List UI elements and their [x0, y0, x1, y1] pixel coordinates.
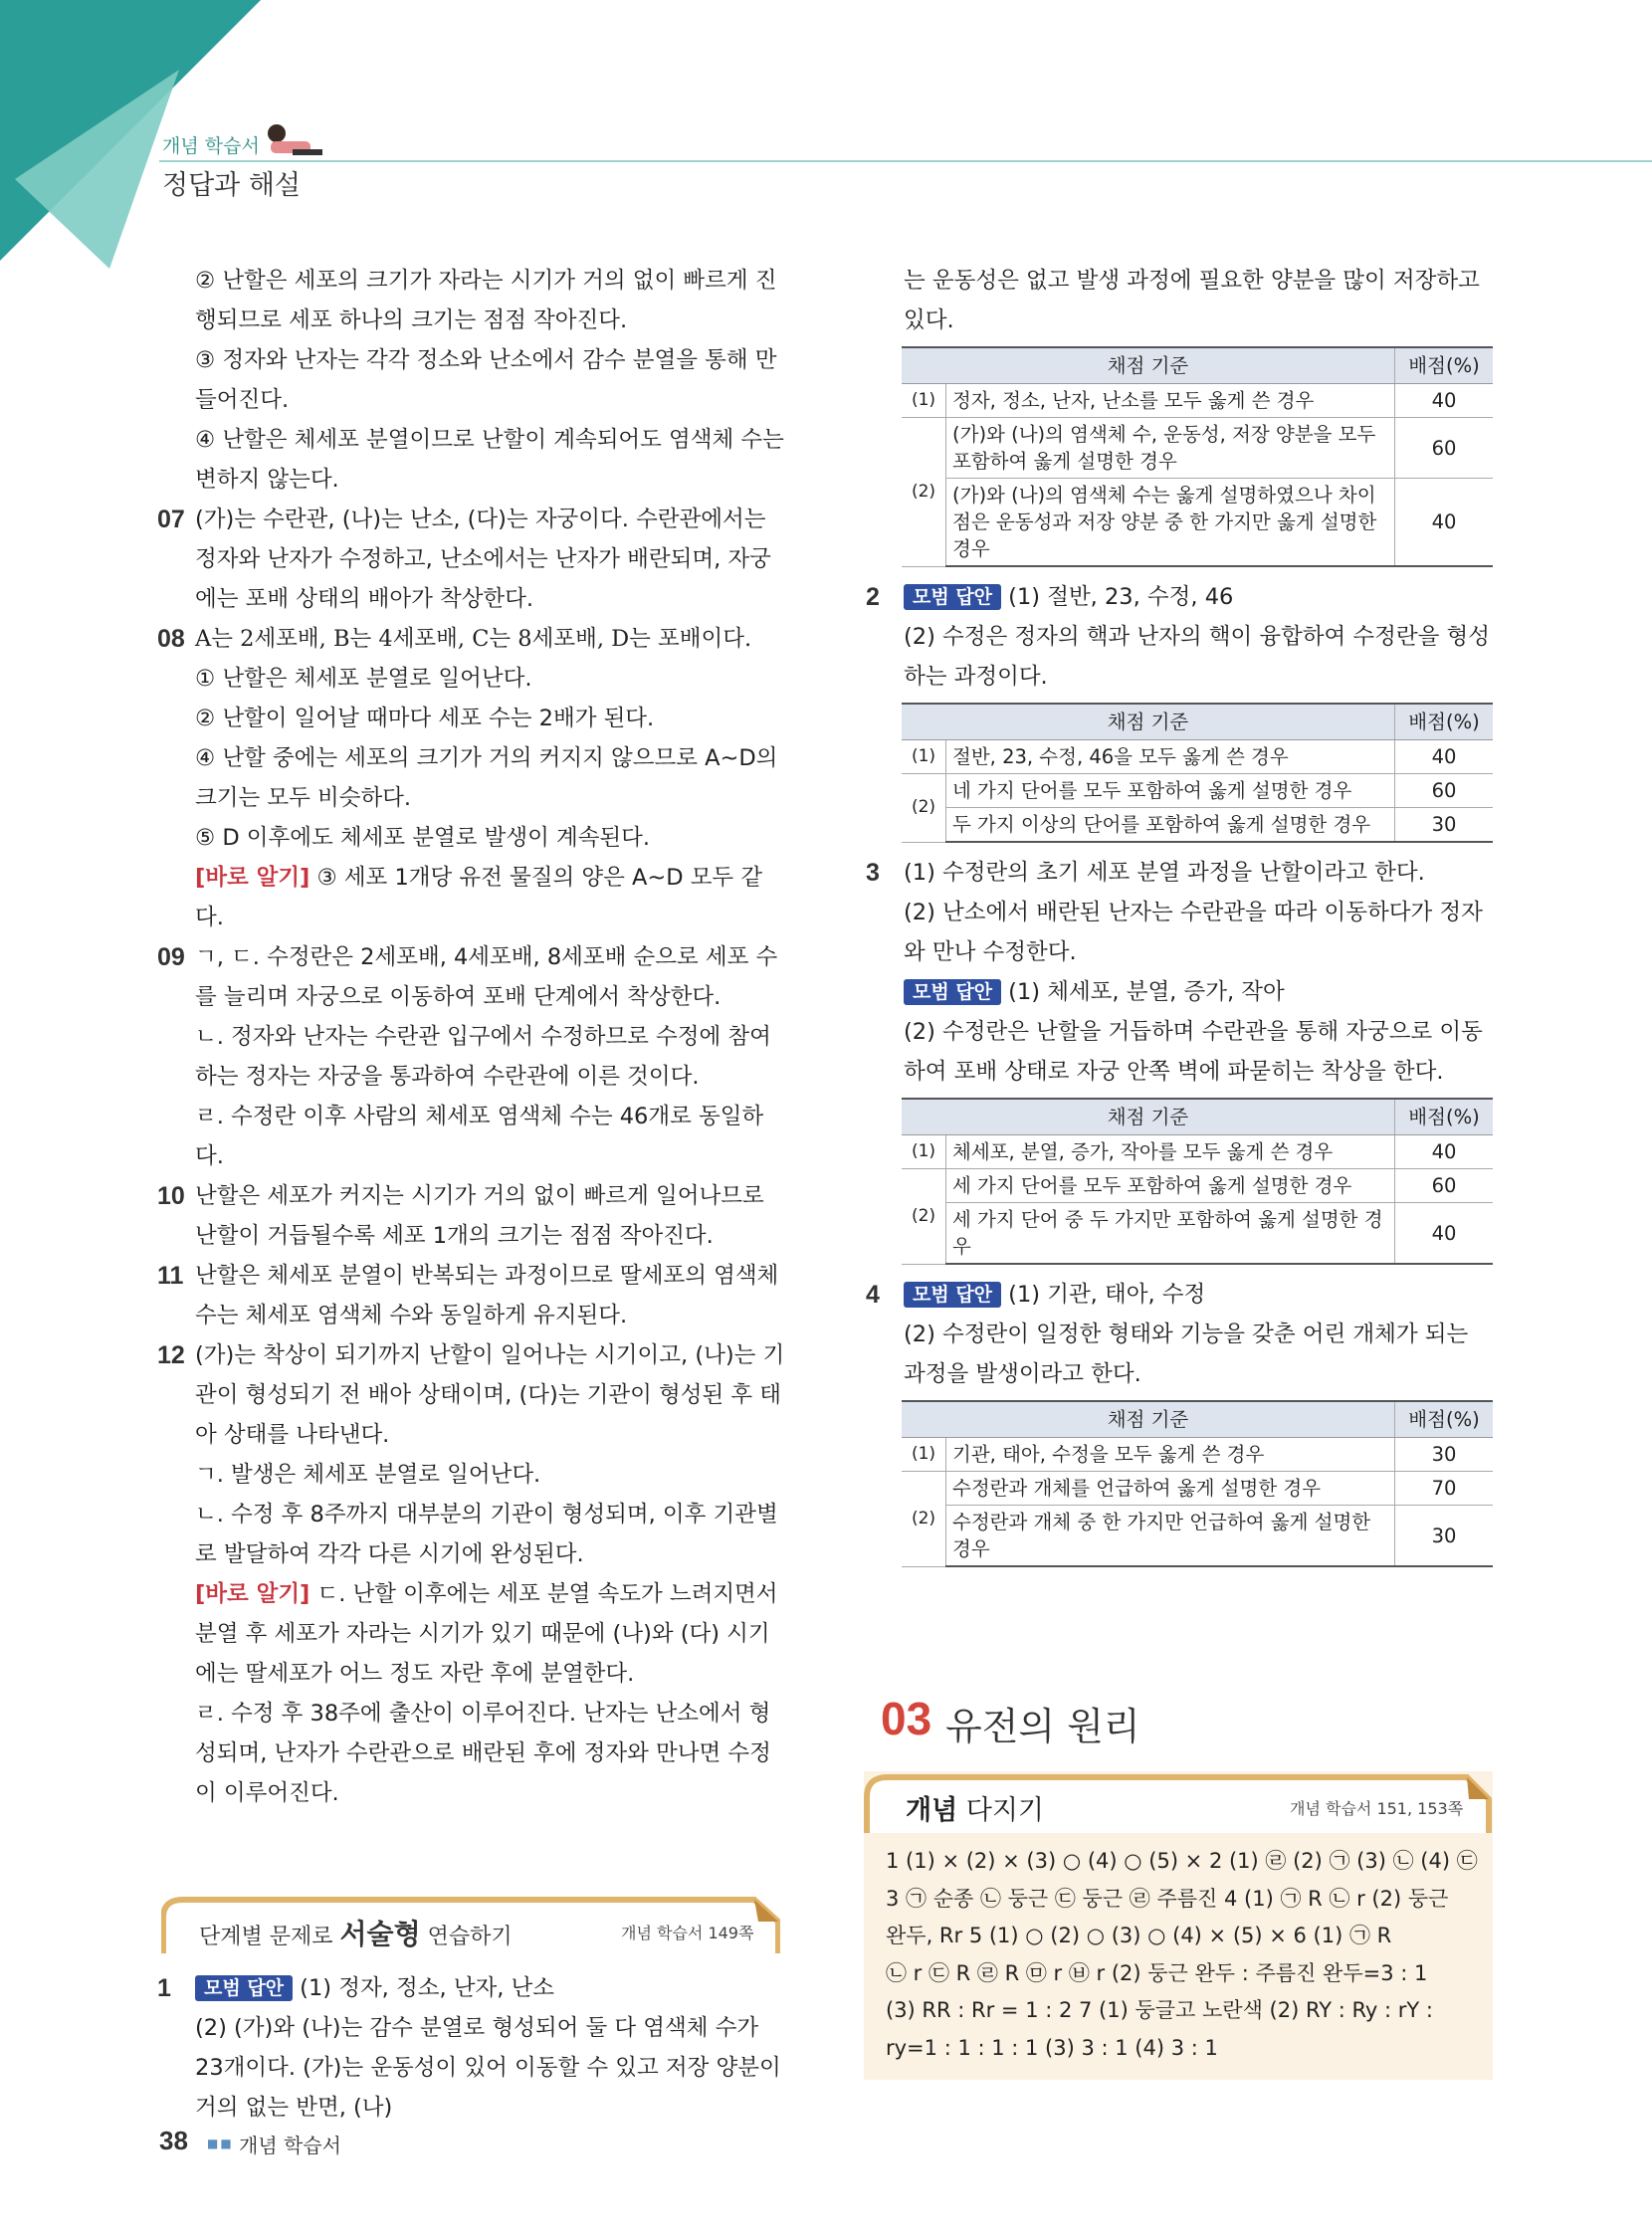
chapter-number: 03 — [881, 1693, 932, 1744]
model-answer: (1) 기관, 태아, 수정 — [1001, 1282, 1206, 1308]
table-row: (2) (가)와 (나)의 염색체 수, 운동성, 저장 양분을 모두 포함하여 옳게 설명한 경우 60 — [902, 418, 1493, 479]
answer-08 — [157, 619, 788, 937]
table-row: 두 가지 이상의 단어를 포함하여 옳게 설명한 경우 30 — [902, 808, 1493, 843]
section-title: 단계별 문제로 서술형 연습하기 — [199, 1918, 513, 1950]
answer-line: ② 난할은 세포의 크기가 자라는 시기가 거의 없이 빠르게 진행되므로 세포 하나의 크기는 점점 작아진다. — [195, 268, 777, 333]
concept-line: ㉡ r ㉢ R ㉣ R ㉤ r ㉥ r (2) 둥근 완두 : 주름진 완두=3 : 1 — [886, 1960, 1428, 1985]
model-answer: (1) 체세포, 분열, 증가, 작아 — [1001, 979, 1285, 1005]
answer-line — [195, 1968, 788, 2008]
answer-line: ② 난할이 일어날 때마다 세포 수는 2배가 된다. — [195, 706, 655, 731]
scoring-table-1 — [902, 346, 1493, 567]
correction-tag: [바로 알기] — [195, 865, 310, 891]
answer-s3 — [866, 853, 1493, 1092]
scoring-table-4: 채점 기준 배점(%) (1) 기관, 태아, 수정을 모두 옳게 쓴 경우 30 (2) 수정란과 개체를 언급하여 옳게 설명한 경우 70 수정란과 개체 중 한 가지만 언급하여 옳게 설명한 경우 30 — [902, 1400, 1493, 1567]
concept-line: 1 (1) × (2) × (3) ○ (4) ○ (5) × 2 (1) ㉣ (2) ㉠ (3) ㉡ (4) ㉢ — [886, 1849, 1478, 1873]
table-row: 세 가지 단어 중 두 가지만 포함하여 옳게 설명한 경우 40 — [902, 1203, 1493, 1265]
table-row: (1) 체세포, 분열, 증가, 작아를 모두 옳게 쓴 경우 40 — [902, 1135, 1493, 1169]
item-number: 10 — [157, 1182, 185, 1210]
answer-text: 난할은 체세포 분열이 반복되는 과정이므로 딸세포의 염색체 수는 체세포 염색체 수와 동일하게 유지된다. — [195, 1263, 779, 1328]
answer-text: A는 2세포배, B는 4세포배, C는 8세포배, D는 포배이다. — [195, 626, 752, 652]
page-number: 38 — [159, 2126, 188, 2155]
item-number: 09 — [157, 943, 185, 971]
answer-line — [195, 858, 788, 937]
answer-line: ㄴ. 수정 후 8주까지 대부분의 기관이 형성되며, 이후 기관별로 발달하여 각각 다른 시기에 완성된다. — [195, 1502, 778, 1567]
answer-text: (가)는 착상이 되기까지 난할이 일어나는 시기이고, (나)는 기관이 형성되기 전 배아 상태이며, (다)는 기관이 형성된 후 태아 상태를 나타낸다. — [195, 1342, 785, 1448]
model-answer-badge: 모범 답안 — [904, 584, 1001, 610]
concept-line: ry=1 : 1 : 1 : 1 (3) 3 : 1 (4) 3 : 1 — [886, 2035, 1218, 2060]
model-answer-badge: 모범 답안 — [904, 1282, 1001, 1308]
answer-line: (2) 수정란은 난할을 거듭하며 수란관을 통해 자궁으로 이동하여 포배 상태로 자궁 안쪽 벽에 파묻히는 착상을 한다. — [904, 1019, 1483, 1085]
answer-s4 — [866, 1275, 1493, 1394]
scoring-table-2: 채점 기준 배점(%) (1) 절반, 23, 수정, 46을 모두 옳게 쓴 경우 40 (2) 네 가지 단어를 모두 포함하여 옳게 설명한 경우 60 두 가지 이상의 단어를 포함하여 옳게 설명한 경우 30 — [902, 703, 1493, 843]
reading-person-illustration — [263, 119, 328, 161]
item-number: 3 — [866, 859, 880, 887]
answer-line: (2) 수정은 정자의 핵과 난자의 핵이 융합하여 수정란을 형성하는 과정이다. — [904, 624, 1490, 690]
concept-answers — [886, 1843, 1483, 2067]
footer-squares: ■■ — [207, 2137, 234, 2150]
answer-line: ㄱ. 발생은 체세포 분열로 일어난다. — [195, 1462, 541, 1488]
chapter-title: 유전의 원리 — [945, 1705, 1140, 1748]
answer-line: (2) 난소에서 배란된 난자는 수란관을 따라 이동하다가 정자와 만나 수정한다. — [904, 900, 1483, 965]
answer-line — [904, 972, 1493, 1012]
model-answer: (1) 절반, 23, 수정, 46 — [1001, 584, 1234, 610]
item-number: 08 — [157, 625, 185, 653]
correction-tag: [바로 알기] — [195, 1581, 310, 1607]
table-row: (2) 세 가지 단어를 모두 포함하여 옳게 설명한 경우 60 — [902, 1169, 1493, 1203]
concept-line: 완두, Rr 5 (1) ○ (2) ○ (3) ○ (4) × (5) × 6 (1) ㉠ R — [886, 1924, 1392, 1947]
item-number: 1 — [157, 1974, 171, 2002]
concept-line: (3) RR : Rr = 1 : 2 7 (1) 둥글고 노란색 (2) RY : Ry : rY : — [886, 1998, 1433, 2022]
table-row: 수정란과 개체 중 한 가지만 언급하여 옳게 설명한 경우 30 — [902, 1506, 1493, 1567]
answer-line — [195, 1574, 788, 1694]
table-row: (2) 수정란과 개체를 언급하여 옳게 설명한 경우 70 — [902, 1472, 1493, 1506]
model-answer: (1) 정자, 정소, 난자, 난소 — [293, 1975, 554, 2001]
right-column — [866, 261, 1493, 1577]
table-row: (2) 네 가지 단어를 모두 포함하여 옳게 설명한 경우 60 — [902, 774, 1493, 808]
concept-box-reference: 개념 학습서 151, 153쪽 — [1290, 1799, 1464, 1818]
answer-line: ⑤ D 이후에도 체세포 분열로 발생이 계속된다. — [195, 825, 651, 851]
answer-text: ㄱ, ㄷ. 수정란은 2세포배, 4세포배, 8세포배 순으로 세포 수를 늘리며 자궁으로 이동하여 포배 단계에서 착상한다. — [195, 944, 778, 1010]
scoring-table-3: 채점 기준 배점(%) (1) 체세포, 분열, 증가, 작아를 모두 옳게 쓴 경우 40 (2) 세 가지 단어를 모두 포함하여 옳게 설명한 경우 60 세 가지 단어 중 두 가지만 포함하여 옳게 설명한 경우 40 — [902, 1098, 1493, 1265]
answer-line: ③ 정자와 난자는 각각 정소와 난소에서 감수 분열을 통해 만들어진다. — [195, 347, 777, 413]
answer-09 — [157, 937, 788, 1176]
answer-line: ④ 난할 중에는 세포의 크기가 거의 커지지 않으므로 A~D의 크기는 모두 비슷하다. — [195, 745, 778, 811]
answer-line — [904, 577, 1493, 617]
concept-line: 3 ㉠ 순종 ㉡ 둥근 ㉢ 둥근 ㉣ 주름진 4 (1) ㉠ R ㉡ r (2) 둥근 — [886, 1886, 1449, 1911]
correction-text: ㄷ. 난할 이후에는 세포 분열 속도가 느려지면서 분열 후 세포가 자라는 시기가 있기 때문에 (나)와 (다) 시기에는 딸세포가 어느 정도 자란 후에 분열한다. — [195, 1581, 778, 1687]
criteria-header: 채점 기준 — [902, 347, 1395, 384]
answer-line: ㄴ. 정자와 난자는 수란관 입구에서 수정하므로 수정에 참여하는 정자는 자궁을 통과하여 수란관에 이른 것이다. — [195, 1024, 771, 1090]
item-number: 12 — [157, 1341, 185, 1369]
footer-label: 개념 학습서 — [239, 2134, 341, 2157]
model-answer-badge: 모범 답안 — [904, 979, 1001, 1005]
answer-line: ① 난할은 체세포 분열로 일어난다. — [195, 666, 532, 692]
concept-box-title: 개념 다지기 — [906, 1795, 1045, 1826]
answer-text: 난할은 세포가 커지는 시기가 거의 없이 빠르게 일어나므로 난할이 거듭될수록 세포 1개의 크기는 점점 작아진다. — [195, 1183, 764, 1249]
left-column — [157, 261, 788, 1813]
item-number: 07 — [157, 506, 185, 533]
answer-line: 는 운동성은 없고 발생 과정에 필요한 양분을 많이 저장하고 있다. — [904, 268, 1480, 333]
answer-line: (2) 수정란이 일정한 형태와 기능을 갖춘 어린 개체가 되는 과정을 발생이라고 한다. — [904, 1322, 1469, 1387]
header-rule — [159, 160, 1652, 162]
item-number: 4 — [866, 1281, 880, 1309]
answer-s2 — [866, 577, 1493, 697]
header-title: 정답과 해설 — [162, 170, 301, 201]
table-row: (1) 정자, 정소, 난자, 난소를 모두 옳게 쓴 경우 40 — [902, 384, 1493, 418]
header-label: 개념 학습서 — [162, 135, 260, 157]
answer-line: (1) 수정란의 초기 세포 분열 과정을 난할이라고 한다. — [904, 860, 1425, 886]
written-answer-1 — [157, 1968, 788, 2128]
answer-11 — [157, 1256, 788, 1335]
answer-line: ㄹ. 수정 후 38주에 출산이 이루어진다. 난자는 난소에서 형성되며, 난자가 수란관으로 배란된 후에 정자와 만나면 수정이 이루어진다. — [195, 1701, 771, 1806]
answer-07 — [157, 500, 788, 619]
table-row: (가)와 (나)의 염색체 수는 옳게 설명하였으나 차이점은 운동성과 저장 양분 중 한 가지만 옳게 설명한 경우 40 — [902, 479, 1493, 567]
table-row: (1) 절반, 23, 수정, 46을 모두 옳게 쓴 경우 40 — [902, 740, 1493, 774]
answer-12 — [157, 1335, 788, 1813]
table-row: (1) 기관, 태아, 수정을 모두 옳게 쓴 경우 30 — [902, 1438, 1493, 1472]
answer-line: ④ 난할은 체세포 분열이므로 난할이 계속되어도 염색체 수는 변하지 않는다. — [195, 427, 784, 493]
item-number: 11 — [157, 1262, 184, 1290]
answer-10 — [157, 1176, 788, 1256]
answer-line — [904, 1275, 1493, 1315]
answer-line: (2) (가)와 (나)는 감수 분열로 형성되어 둘 다 염색체 수가 23개이다. (가)는 운동성이 있어 이동할 수 있고 저장 양분이 거의 없는 반면, (나) — [195, 2015, 781, 2121]
answer-s1 — [157, 1968, 788, 2128]
answer-text: (가)는 수란관, (나)는 난소, (다)는 자궁이다. 수란관에서는 정자와 난자가 수정하고, 난소에서는 난자가 배란되며, 자궁에는 포배 상태의 배아가 착상한다. — [195, 507, 771, 612]
item-number: 2 — [866, 583, 880, 611]
correction-text: ③ 세포 1개당 유전 물질의 양은 A~D 모두 같다. — [195, 865, 763, 930]
answer-line: ㄹ. 수정란 이후 사람의 체세포 염색체 수는 46개로 동일하다. — [195, 1104, 764, 1169]
score-header: 배점(%) — [1395, 347, 1494, 384]
model-answer-badge: 모범 답안 — [195, 1975, 293, 2001]
section-reference: 개념 학습서 149쪽 — [621, 1924, 754, 1942]
